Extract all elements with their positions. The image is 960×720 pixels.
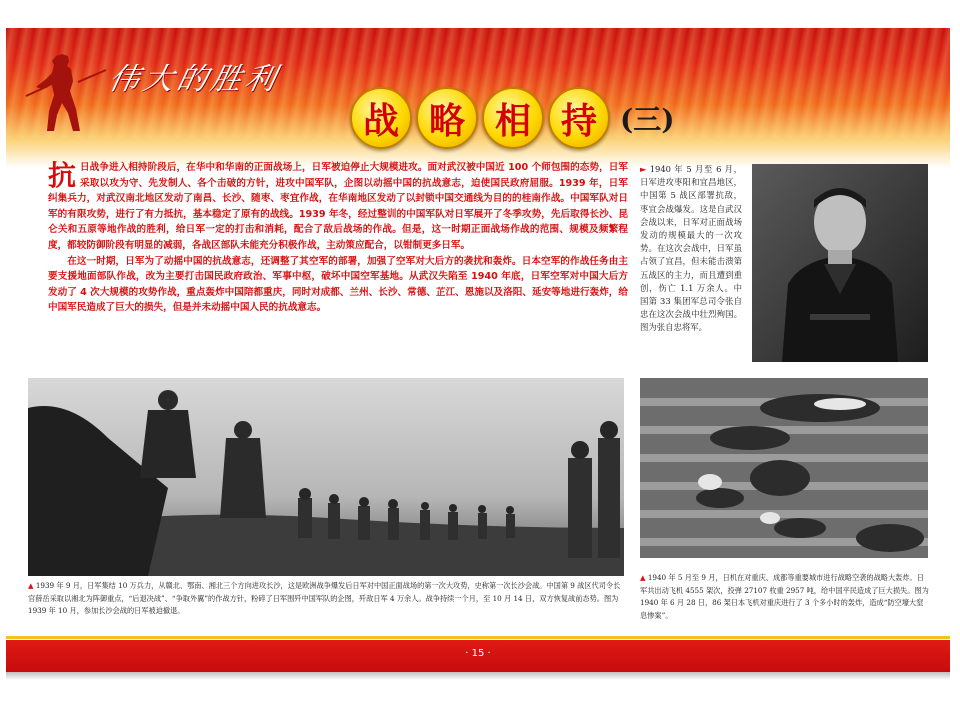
- victims-caption-text: 1940 年 5 月至 9 月，日机在对重庆、成都等重要城市进行战略空袭的战略大轰炸。日军共出动飞机 4555 架次，投弹 27107 枚重 2957 吨，给中国平民造成了巨大损失。图为 1940 年 6 月 28 日，86 架日本飞机对重庆进行了 3 个多小时的轰炸，造成“防空壕大窒息惨案”。: [640, 573, 929, 620]
- title-part: (三): [620, 103, 675, 136]
- page-title: [350, 86, 675, 150]
- body-text: [48, 160, 628, 316]
- caption-arrow-icon: ▲: [28, 581, 34, 590]
- portrait-caption-text: 1940 年 5 月至 6 月，日军进攻枣阳和宜昌地区，中国第 5 战区部署抗敌，枣宜会战爆发。这是自武汉会战以来，日军对正面战场发动的规模最大的一次攻势。在这次会战中，日军虽占领了宜昌，但未能击溃第五战区的主力，而且遭到重创，伤亡 1.1 万余人。中国第 33 集团军总司令张自忠在这次会战中壮烈殉国。图为张自忠将军。: [640, 164, 742, 333]
- soldier-silhouette-icon: [18, 48, 108, 138]
- title-char: 持: [548, 87, 610, 149]
- portrait-caption: [640, 163, 742, 335]
- bombing-victims-photo: [640, 378, 928, 558]
- caption-arrow-icon: ▲: [640, 573, 646, 582]
- page-number: · 15 ·: [465, 648, 491, 659]
- drop-cap: 抗: [48, 159, 77, 192]
- paragraph-1: 日战争进入相持阶段后，在华中和华南的正面战场上，日军被迫停止大规模进攻。面对武汉被中国近 100 个师包围的态势，日军采取以攻为守、先发制人、各个击破的方针，进攻中国军队，企图以动摇中国的抗战意志，迫使国民政府屈服。1939 年，日军纠集兵力，对武汉南北地区发动了南昌、长沙、随枣、枣宜作战，在华南地区发动了以封锁中国交通线为目的的桂南作战。中国军队对日军的有限攻势，进行了有力抵抗，基本稳定了原有的战线。1939 年冬，经过整训的中国军队对日军展开了冬季攻势，先后取得长沙、昆仑关和五原等地作战的胜利，给日军一定的打击和消耗，配合了敌后战场的作战。但是，这一时期正面战场作战的范围、规模及频繁程度，都较防御阶段有明显的减弱，各战区部队未能充分积极作战，主动策应配合，以钳制更多日军。: [48, 162, 628, 251]
- footer-bar: [6, 640, 950, 672]
- cavalry-illustration: [28, 378, 624, 576]
- victims-caption: [640, 572, 930, 622]
- cavalry-caption: [28, 580, 624, 618]
- portrait-photo: [752, 164, 928, 362]
- paragraph-2: 在这一时期，日军为了动摇中国的抗战意志，还调整了其空军的部署，加强了空军对大后方的袭扰和轰炸。日本空军的作战任务由主要支援地面部队作战，改为主要打击国民政府政治、军事中枢，破坏中国空军基地。从武汉失陷至 1940 年底，日军空军对中国大后方发动了 4 次大规模的攻势作战，重点轰炸中国陪都重庆，同时对成都、兰州、长沙、常德、芷江、恩施以及洛阳、延安等地进行轰炸，给中国军民造成了巨大的损失，但是并未动摇中国人民的抗战意志。: [48, 255, 628, 314]
- calligraphy-title: 伟大的胜利: [105, 62, 283, 97]
- bottom-shadow: [6, 672, 950, 680]
- title-char: 战: [350, 87, 412, 149]
- victims-illustration: [640, 378, 928, 558]
- cavalry-photo: [28, 378, 624, 576]
- cavalry-caption-text: 1939 年 9 月，日军集结 10 万兵力，从赣北、鄂南、湘北三个方向进攻长沙，这是欧洲战争爆发后日军对中国正面战场的第一次大攻势，史称第一次长沙会战。中国第 9 战区代司令长官薛岳采取以湘北为阵御重点，“后退决战”、“争取外翼”的作战方针，粉碎了日军围歼中国军队的企图，歼敌日军 4 万余人。战争持续一个月，至 10 月 14 日，双方恢复战前态势。图为 1939 年 10 月，参加长沙会战的日军被迫撤退。: [28, 581, 621, 616]
- footer-gold-line: [6, 636, 950, 639]
- title-char: 略: [416, 87, 478, 149]
- portrait-illustration: [752, 164, 928, 362]
- caption-arrow-icon: ►: [640, 164, 647, 174]
- title-char: 相: [482, 87, 544, 149]
